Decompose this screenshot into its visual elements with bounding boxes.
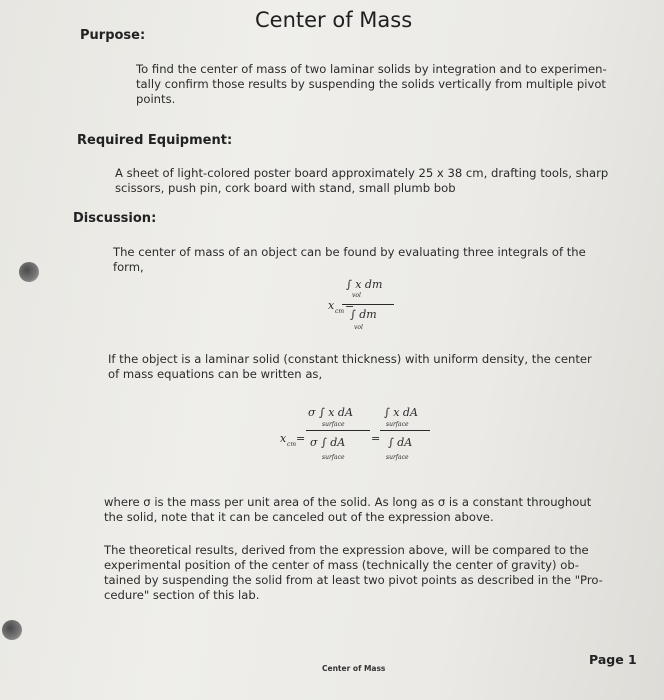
eq1-numerator: ∫ x dm xyxy=(346,278,383,291)
eq1-denominator: ∫ dm xyxy=(350,308,377,321)
text-line: form, xyxy=(113,260,144,274)
text-line: scissors, push pin, cork board with stand, small plumb bob xyxy=(115,181,456,195)
discussion-heading: Discussion: xyxy=(73,211,157,226)
equipment-text xyxy=(115,166,608,196)
binder-hole-icon xyxy=(2,620,22,640)
footer-center-label: Center of Mass xyxy=(322,664,386,673)
discussion-intro xyxy=(113,245,586,275)
text-line: of mass equations can be written as, xyxy=(108,367,323,381)
text-line: A sheet of light-colored poster board approximately 25 x 38 cm, drafting tools, sharp xyxy=(115,166,609,180)
eq1-num-limit: vol xyxy=(352,292,361,299)
text-line: To find the center of mass of two laminar solids by integration and to experimen- xyxy=(136,62,607,76)
purpose-heading: Purpose: xyxy=(80,28,146,43)
binder-hole-icon xyxy=(19,262,39,282)
text-line: where σ is the mass per unit area of the solid. As long as σ is a constant throughout xyxy=(104,495,592,509)
eq2-limit: surface xyxy=(386,454,409,461)
eq2-fraction-bar-1 xyxy=(306,430,370,431)
eq1-den-limit: vol xyxy=(354,324,363,331)
eq1-lhs: x xyxy=(328,299,335,312)
eq2-denominator-1: σ ∫ dA xyxy=(310,436,346,449)
text-line: the solid, note that it can be canceled out of the expression above. xyxy=(104,510,494,524)
eq2-numerator-1: σ ∫ x dA xyxy=(308,406,353,419)
laminar-text xyxy=(108,352,592,382)
text-line: The theoretical results, derived from the expression above, will be compared to the xyxy=(104,543,589,557)
sigma-text xyxy=(104,495,591,525)
equipment-heading: Required Equipment: xyxy=(77,133,233,148)
text-line: points. xyxy=(136,92,176,106)
text-line: The center of mass of an object can be found by evaluating three integrals of the xyxy=(113,245,586,259)
eq2-limit: surface xyxy=(322,421,345,428)
equation-1 xyxy=(320,278,410,346)
purpose-text xyxy=(136,62,607,107)
eq2-lhs: x xyxy=(280,432,287,445)
eq1-lhs-sub: cm xyxy=(335,308,345,315)
eq2-equals-2: = xyxy=(371,432,381,445)
page-title: Center of Mass xyxy=(255,8,413,32)
text-line: tained by suspending the solid from at least two pivot points as described in the "Pro- xyxy=(104,573,603,587)
text-line: experimental position of the center of mass (technically the center of gravity) ob- xyxy=(104,558,579,572)
eq1-equals: = xyxy=(345,299,355,312)
text-line: If the object is a laminar solid (constant thickness) with uniform density, the center xyxy=(108,352,592,366)
page-number: Page 1 xyxy=(589,652,637,667)
eq2-limit: surface xyxy=(386,421,409,428)
equation-2 xyxy=(278,402,438,472)
eq2-fraction-bar-2 xyxy=(380,430,430,431)
eq2-lhs-sub: cm xyxy=(287,441,297,448)
eq2-numerator-2: ∫ x dA xyxy=(384,406,418,419)
eq2-denominator-2: ∫ dA xyxy=(388,436,413,449)
text-line: tally confirm those results by suspending the solids vertically from multiple pivot xyxy=(136,77,606,91)
eq2-limit: surface xyxy=(322,454,345,461)
text-line: cedure" section of this lab. xyxy=(104,588,260,602)
theory-text xyxy=(104,543,603,603)
eq2-equals-1: = xyxy=(296,432,306,445)
